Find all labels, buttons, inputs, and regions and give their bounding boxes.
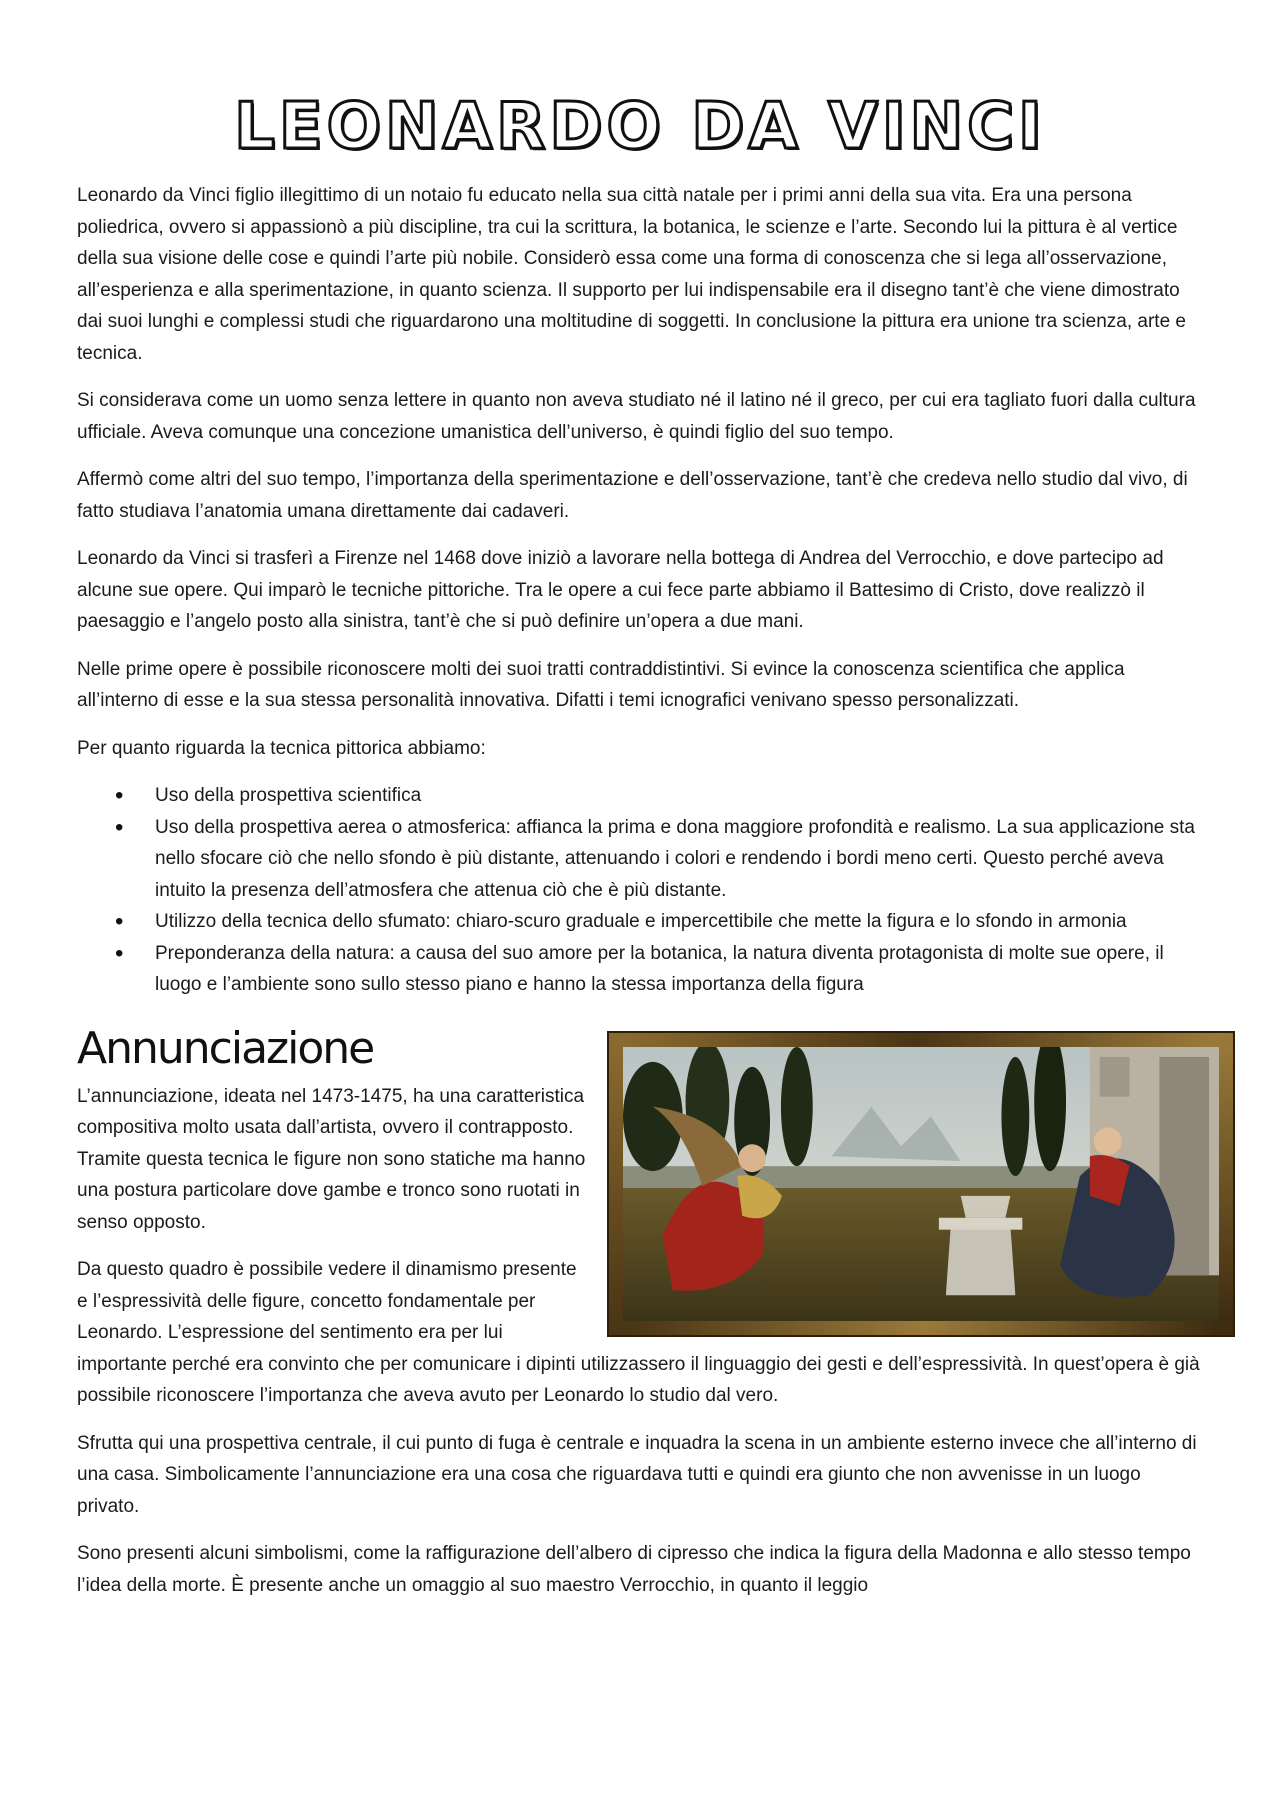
paragraph: Per quanto riguarda la tecnica pittorica abbiamo: xyxy=(77,737,486,759)
paragraph: L’annunciazione, ideata nel 1473-1475, ha una caratteristica compositiva molto usata dall’artista, ovvero il contrapposto. Tramite questa tecnica le figure non sono statiche ma hanno una postura particolare dove gambe e tronco sono ruotati in senso opposto. xyxy=(77,1085,586,1233)
document-body xyxy=(77,180,1203,1601)
paragraph: Da questo quadro è possibile vedere il dinamismo presente e l’espressività delle figure, concetto fondamentale per Leonardo. L’espressione del sentimento era per lui importante perché era convinto che per comunicare i dipinti utilizzassero il linguaggio dei gesti e dell’espressività. In quest’opera è già possibile riconoscere l’importanza che aveva avuto per Leonardo lo studio dal vero. xyxy=(77,1259,1200,1406)
paragraph: Si considerava come un uomo senza lettere in quanto non aveva studiato né il latino né il greco, per cui era tagliato fuori dalla cultura ufficiale. Aveva comunque una concezione umanistica dell’universo, è quindi figlio del suo tempo. xyxy=(77,390,1196,443)
paragraph: Sono presenti alcuni simbolismi, come la raffigurazione dell’albero di cipresso che indica la figura della Madonna e allo stesso tempo l’idea della morte. È presente anche un omaggio al suo maestro Verrocchio, in quanto il leggio xyxy=(77,1543,1191,1596)
page-title: LEONARDO DA VINCI xyxy=(234,90,1046,164)
paragraph: Affermò come altri del suo tempo, l’importanza della sperimentazione e dell’osservazione, tant’è che credeva nello studio dal vivo, di fatto studiava l’anatomia umana direttamente dai cadaveri. xyxy=(77,469,1188,522)
annunciation-painting-image xyxy=(609,1033,1233,1335)
paragraph: Sfrutta qui una prospettiva centrale, il cui punto di fuga è centrale e inquadra la scena in un ambiente esterno invece che all’interno di una casa. Simbolicamente l’annunciazione era una cosa che riguardava tutti e quindi era giunto che non avvenisse in un luogo privato. xyxy=(77,1432,1197,1517)
list-item: • Utilizzo della tecnica dello sfumato: chiaro-scuro graduale e impercettibile che mette la figura e lo sfondo in armonia xyxy=(155,906,1203,938)
list-item: • Uso della prospettiva scientifica xyxy=(155,780,1203,812)
paragraph: Leonardo da Vinci si trasferì a Firenze nel 1468 dove iniziò a lavorare nella bottega di Andrea del Verrocchio, e dove partecipo ad alcune sue opere. Qui imparò le tecniche pittoriche. Tra le opere a cui fece parte abbiamo il Battesimo di Cristo, dove realizzò il paesaggio e l’angelo posto alla sinistra, tant’è che si può definire un’opera a due mani. xyxy=(77,548,1164,632)
paragraph: Nelle prime opere è possibile riconoscere molti dei suoi tratti contraddistintivi. Si evince la conoscenza scientifica che applica all’interno di esse e la sua stessa personalità innovativa. Difatti i temi icnografici venivano spesso personalizzati. xyxy=(77,658,1125,711)
painting-illustration xyxy=(623,1047,1219,1321)
list-item: • Uso della prospettiva aerea o atmosferica: affianca la prima e dona maggiore profondità e realismo. La sua applicazione sta nello sfocare ciò che nello sfondo è più distante, attenuando i colori e rendendo i bordi meno certi. Questo perché aveva intuito la presenza dell’atmosfera che attenua ciò che è più distante. xyxy=(155,812,1203,907)
paragraph: Leonardo da Vinci figlio illegittimo di un notaio fu educato nella sua città natale per i primi anni della sua vita. Era una persona poliedrica, ovvero si appassionò a più discipline, tra cui la scrittura, la botanica, le scienze e l’arte. Secondo lui la pittura è al vertice della sua visione delle cose e quindi l’arte più nobile. Considerò essa come una forma di conoscenza che si lega all’osservazione, all’esperienza e alla sperimentazione, in quanto scienza. Il supporto per lui indispensabile era il disegno tant’è che viene dimostrato dai suoi lunghi e complessi studi che riguardarono una moltitudine di soggetti. In conclusione la pittura era unione tra scienza, arte e tecnica. xyxy=(77,185,1186,364)
list-item: • Preponderanza della natura: a causa del suo amore per la botanica, la natura diventa protagonista di molte sue opere, il luogo e l’ambiente sono sullo stesso piano e hanno la stessa importanza della figura xyxy=(155,938,1203,1001)
section-heading: Annunciazione xyxy=(77,1022,374,1074)
technique-list xyxy=(77,780,1203,1001)
